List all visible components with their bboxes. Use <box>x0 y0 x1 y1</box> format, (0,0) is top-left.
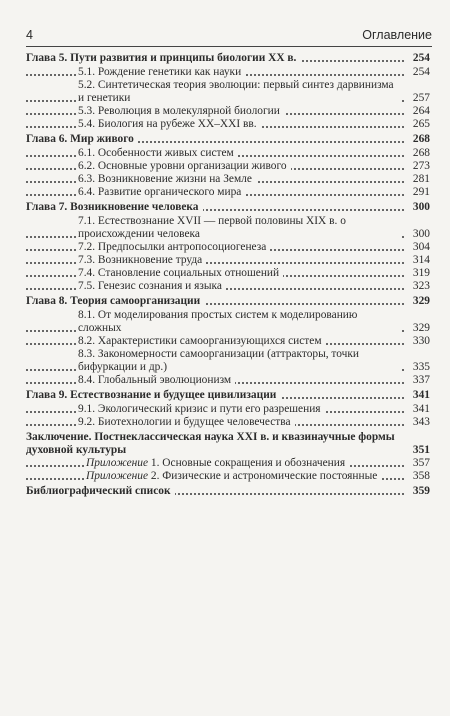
toc-item-7-3[interactable]: 7.3. Возникновение труда 314 <box>26 254 430 267</box>
toc-appendix-1[interactable]: Приложение 1. Основные сокращения и обозначения 357 <box>26 457 430 470</box>
toc-item-5-4[interactable]: 5.4. Биология на рубеже XX–XXI вв. 265 <box>26 118 430 131</box>
toc-item-9-2[interactable]: 9.2. Биотехнологии и будущее человечества 343 <box>26 416 430 429</box>
toc-item-8-3[interactable]: 8.3. Закономерности самоорганизации (аттракторы, точки бифуркации и др.) 335 <box>26 348 430 374</box>
toc-item-6-4[interactable]: 6.4. Развитие органического мира 291 <box>26 186 430 199</box>
toc-item-7-2[interactable]: 7.2. Предпосылки антропосоциогенеза 304 <box>26 241 430 254</box>
toc-conclusion[interactable]: Заключение. Постнеклассическая наука XXI в. и квазинаучные формы духовной культуры 351 <box>26 431 430 456</box>
toc-chapter-5[interactable]: Глава 5. Пути развития и принципы биологии XX в. 254 <box>26 52 430 64</box>
toc-chapter-7[interactable]: Глава 7. Возникновение человека 300 <box>26 201 430 213</box>
toc-chapter-9[interactable]: Глава 9. Естествознание и будущее цивилизации 341 <box>26 389 430 401</box>
toc-item-5-1[interactable]: 5.1. Рождение генетики как науки 254 <box>26 66 430 79</box>
toc-item-6-1[interactable]: 6.1. Особенности живых систем 268 <box>26 147 430 160</box>
toc-item-7-1[interactable]: 7.1. Естествознание XVII — первой половины XIX в. о происхождении человека 300 <box>26 215 430 241</box>
toc-page: 254 <box>410 52 430 65</box>
toc-bibliography[interactable]: Библиографический список 359 <box>26 485 430 497</box>
toc-item-6-2[interactable]: 6.2. Основные уровни организации живого 273 <box>26 160 430 173</box>
toc-appendix-2[interactable]: Приложение 2. Физические и астрономические постоянные 358 <box>26 470 430 483</box>
toc-item-5-2[interactable]: 5.2. Синтетическая теория эволюции: первый синтез дарвинизма и генетики 257 <box>26 79 430 105</box>
table-of-contents <box>26 52 430 498</box>
toc-item-8-4[interactable]: 8.4. Глобальный эволюционизм 337 <box>26 374 430 387</box>
toc-item-8-1[interactable]: 8.1. От моделирования простых систем к моделированию сложных 329 <box>26 309 430 335</box>
toc-item-9-1[interactable]: 9.1. Экологический кризис и пути его разрешения 341 <box>26 403 430 416</box>
toc-chapter-6[interactable]: Глава 6. Мир живого 268 <box>26 133 430 145</box>
toc-item-6-3[interactable]: 6.3. Возникновение жизни на Земле 281 <box>26 173 430 186</box>
running-header <box>26 24 432 47</box>
section-title: Оглавление <box>362 28 432 42</box>
toc-item-5-3[interactable]: 5.3. Революция в молекулярной биологии 264 <box>26 105 430 118</box>
page-number: 4 <box>26 28 33 42</box>
toc-item-7-4[interactable]: 7.4. Становление социальных отношений 319 <box>26 267 430 280</box>
toc-item-7-5[interactable]: 7.5. Генезис сознания и языка 323 <box>26 280 430 293</box>
toc-chapter-8[interactable]: Глава 8. Теория самоорганизации 329 <box>26 295 430 307</box>
toc-item-8-2[interactable]: 8.2. Характеристики самоорганизующихся систем 330 <box>26 335 430 348</box>
